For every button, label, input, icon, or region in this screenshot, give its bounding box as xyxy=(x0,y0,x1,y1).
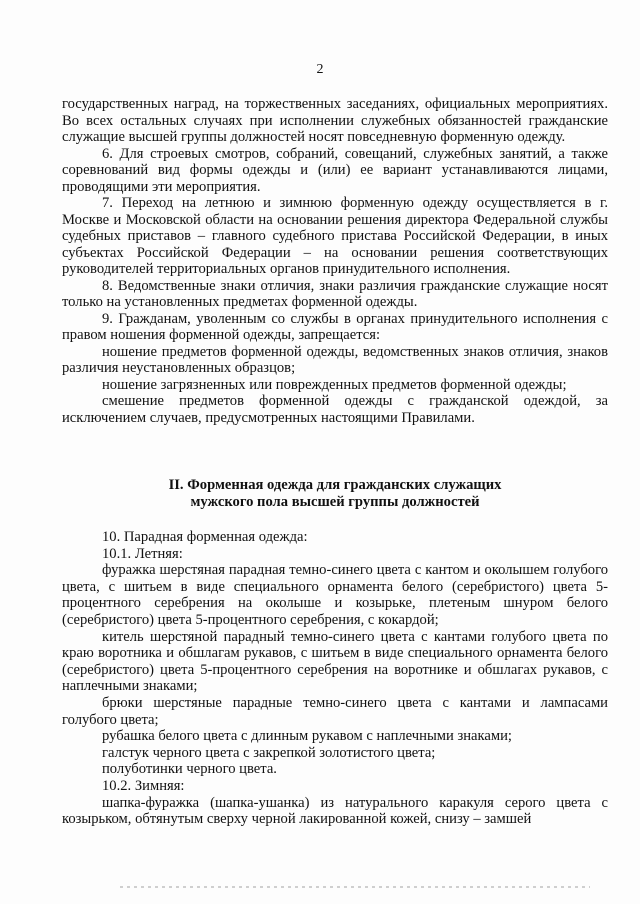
paragraph: 10.1. Летняя: xyxy=(102,545,183,562)
paragraph: 10.2. Зимняя: xyxy=(102,777,185,794)
page-number: 2 xyxy=(316,62,324,77)
paragraph: 6. Для строевых смотров, собраний, совещаний, служебных занятий, а также соревнований вид формы одежды и (или) ее вариант устанавливаются лицами, проводящими эти мероприятия. xyxy=(62,145,608,195)
body-text-upper xyxy=(62,96,608,426)
section-heading-line: мужского пола высшей группы должностей xyxy=(190,494,480,510)
paragraph: китель шерстяной парадный темно-синего цвета с кантами голубого цвета по краю воротника и обшлагам рукавов, с шитьем в виде специального орнамента белого (серебристого) цвета 5-процентного серебрения на воротнике и обшлагах рукавов, с наплечными знаками; xyxy=(62,628,608,695)
paragraph: галстук черного цвета с закрепкой золотистого цвета; xyxy=(102,744,436,761)
body-text-lower xyxy=(62,529,608,828)
paragraph: 9. Гражданам, уволенным со службы в органах принудительного исполнения с правом ношения форменной одежды, запрещается: xyxy=(62,310,608,343)
paragraph: смешение предметов форменной одежды с гражданской одеждой, за исключением случаев, предусмотренных настоящими Правилами. xyxy=(62,393,608,426)
paragraph: рубашка белого цвета с длинным рукавом с наплечными знаками; xyxy=(102,728,512,745)
paragraph: ношение загрязненных или поврежденных предметов форменной одежды; xyxy=(102,376,567,393)
paragraph: 8. Ведомственные знаки отличия, знаки различия гражданские служащие носят только на установленных предметах форменной одежды. xyxy=(62,277,608,310)
paragraph: брюки шерстяные парадные темно-синего цвета с кантами и лампасами голубого цвета; xyxy=(62,694,608,728)
scan-artifact-line xyxy=(120,886,590,888)
paragraph: ношение предметов форменной одежды, ведомственных знаков отличия, знаков различия неустановленных образцов; xyxy=(62,343,608,376)
paragraph: 10. Парадная форменная одежда: xyxy=(102,529,308,545)
paragraph: полуботинки черного цвета. xyxy=(102,761,277,778)
section-heading-line: II. Форменная одежда для гражданских служащих xyxy=(168,477,502,493)
paragraph: фуражка шерстяная парадная темно-синего цвета с кантом и околышем голубого цвета, с шитьем в виде специального орнамента белого (серебристого) цвета 5-процентного серебрения на околыше и козырьке, плетеным шнуром белого (серебристого) цвета 5-процентного серебрения, с кокардой; xyxy=(62,562,608,628)
section-heading xyxy=(62,477,608,511)
paragraph: шапка-фуражка (шапка-ушанка) из натурального каракуля серого цвета с козырьком, обтянутым сверху черной лакированной кожей, снизу – замшей xyxy=(62,794,608,828)
paragraph: 7. Переход на летнюю и зимнюю форменную одежду осуществляется в г. Москве и Московской области на основании решения директора Федеральной службы судебных приставов – главного судебного пристава Российской Федерации, в иных субъектах Российской Федерации – на основании решения соответствующих руководителей территориальных органов принудительного исполнения. xyxy=(62,195,608,277)
paragraph: государственных наград, на торжественных заседаниях, официальных мероприятиях. Во всех остальных случаях при исполнении служебных обязанностей гражданские служащие высшей группы должностей носят повседневную форменную одежду. xyxy=(62,96,608,145)
